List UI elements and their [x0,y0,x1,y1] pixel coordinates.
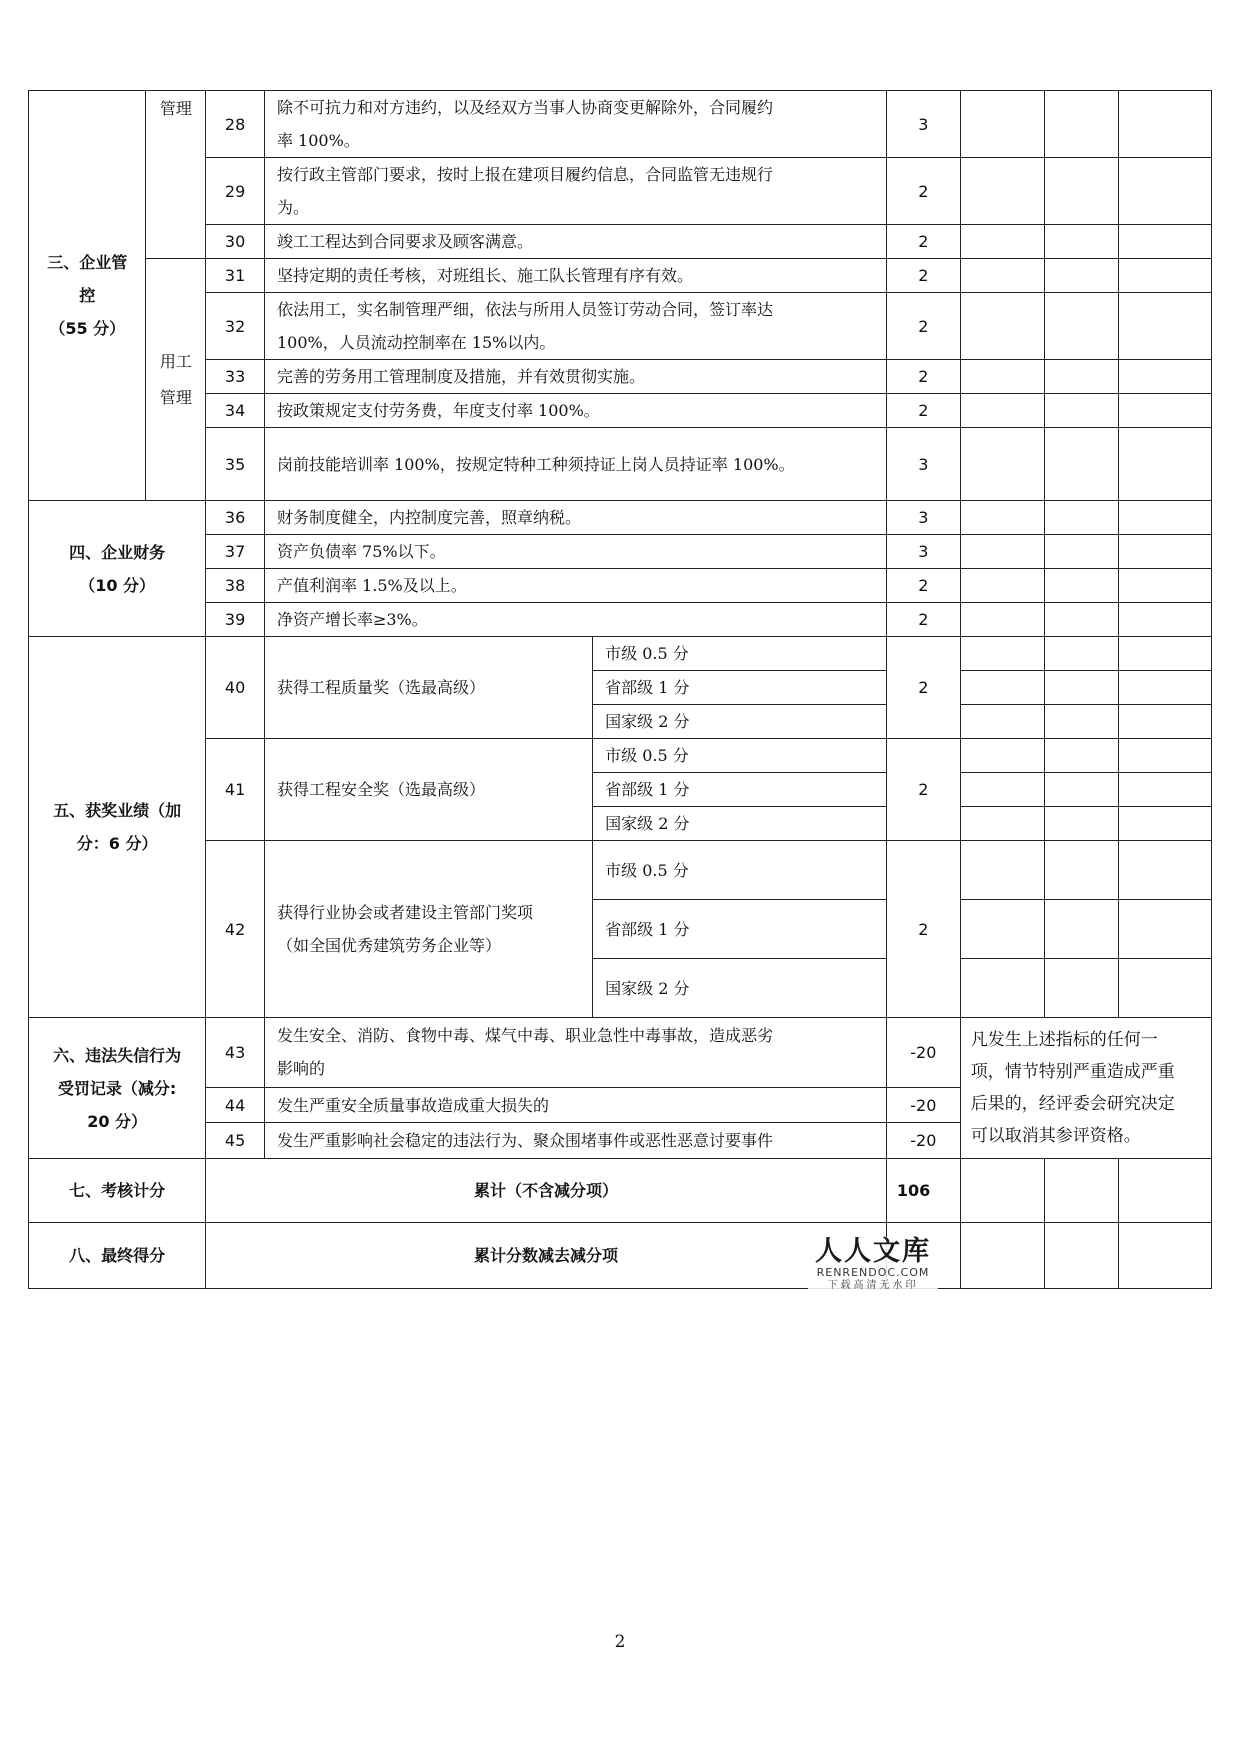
table-row [29,637,1212,671]
item-number: 28 [206,91,265,158]
blank-cell [960,671,1044,705]
blank-cell [1044,739,1118,773]
blank-cell [1118,739,1211,773]
blank-cell [1044,773,1118,807]
blank-cell [1044,900,1118,959]
table-row [29,225,1212,259]
item-number: 41 [206,739,265,841]
blank-cell [1044,259,1118,293]
table-row [29,1018,1212,1088]
table-row [29,91,1212,158]
item-score: 2 [886,360,960,394]
blank-cell [1118,293,1211,360]
blank-cell [1044,671,1118,705]
penalty-note: 凡发生上述指标的任何一 项，情节特别严重造成严重 后果的，经评委会研究决定 可以取消其参评资格。 [960,1018,1211,1159]
watermark-title: 人人文库 [815,1236,931,1267]
blank-cell [1118,841,1211,900]
item-number: 34 [206,394,265,428]
item-number: 35 [206,428,265,501]
blank-cell [960,900,1044,959]
blank-cell [960,773,1044,807]
award-level: 国家级 2 分 [593,705,887,739]
blank-cell [1044,501,1118,535]
blank-cell [960,1223,1044,1289]
item-text: 发生严重安全质量事故造成重大损失的 [264,1087,886,1123]
blank-cell [960,394,1044,428]
blank-cell [1044,535,1118,569]
blank-cell [1118,225,1211,259]
section-4-title: 四、企业财务 （10 分） [29,501,206,637]
blank-cell [960,959,1044,1018]
blank-cell [1044,360,1118,394]
blank-cell [960,158,1044,225]
item-score: 2 [886,569,960,603]
item-score: 2 [886,841,960,1018]
blank-cell [1118,671,1211,705]
evaluation-table [28,90,1212,1289]
blank-cell [1118,603,1211,637]
item-score: -20 [886,1087,960,1123]
item-number: 45 [206,1123,265,1159]
blank-cell [1118,259,1211,293]
subsection-contract-management: 管理 [146,91,206,259]
item-score: 2 [886,259,960,293]
blank-cell [1044,959,1118,1018]
item-number: 43 [206,1018,265,1088]
item-number: 39 [206,603,265,637]
subsection-labor-management: 用工 管理 [146,259,206,501]
blank-cell [1044,158,1118,225]
award-level: 省部级 1 分 [593,900,887,959]
item-number: 40 [206,637,265,739]
item-text: 资产负债率 75%以下。 [264,535,886,569]
item-number: 30 [206,225,265,259]
item-number: 38 [206,569,265,603]
blank-cell [1118,705,1211,739]
table-row [29,428,1212,501]
item-score: 2 [886,158,960,225]
blank-cell [960,807,1044,841]
table-row [29,394,1212,428]
item-text: 按政策规定支付劳务费，年度支付率 100%。 [264,394,886,428]
blank-cell [960,637,1044,671]
award-level: 国家级 2 分 [593,959,887,1018]
blank-cell [1118,428,1211,501]
item-number: 33 [206,360,265,394]
blank-cell [960,739,1044,773]
blank-cell [1118,569,1211,603]
section-5-title: 五、获奖业绩（加 分：6 分） [29,637,206,1018]
section-3-title: 三、企业管 控 （55 分） [29,91,146,501]
blank-cell [1044,428,1118,501]
page-number: 2 [614,1632,626,1652]
blank-cell [960,225,1044,259]
table-row [29,569,1212,603]
item-score: 2 [886,637,960,739]
blank-cell [1118,501,1211,535]
item-text: 净资产增长率≥3%。 [264,603,886,637]
item-text: 依法用工，实名制管理严细，依法与所用人员签订劳动合同，签订率达 100%，人员流动控制率在 15%以内。 [264,293,886,360]
blank-cell [1044,603,1118,637]
final-score-label: 累计分数减去减分项 [206,1223,887,1289]
award-level: 省部级 1 分 [593,671,887,705]
blank-cell [1044,569,1118,603]
blank-cell [960,705,1044,739]
section-6-title: 六、违法失信行为 受罚记录（减分: 20 分） [29,1018,206,1159]
blank-cell [1044,293,1118,360]
table-row [29,1159,1212,1223]
table-row [29,501,1212,535]
item-text: 发生严重影响社会稳定的违法行为、聚众围堵事件或恶性恶意讨要事件 [264,1123,886,1159]
item-number: 32 [206,293,265,360]
blank-cell [1044,91,1118,158]
item-number: 36 [206,501,265,535]
item-score: -20 [886,1123,960,1159]
total-score: 106 [886,1159,960,1223]
item-text: 获得工程安全奖（选最高级） [264,739,592,841]
item-text: 产值利润率 1.5%及以上。 [264,569,886,603]
item-number: 44 [206,1087,265,1123]
blank-cell [960,91,1044,158]
table-row [29,1223,1212,1289]
item-score: -20 [886,1018,960,1088]
item-number: 29 [206,158,265,225]
item-text: 坚持定期的责任考核，对班组长、施工队长管理有序有效。 [264,259,886,293]
item-score: 3 [886,535,960,569]
award-level: 省部级 1 分 [593,773,887,807]
table-row [29,259,1212,293]
item-text: 岗前技能培训率 100%，按规定特种工种须持证上岗人员持证率 100%。 [264,428,886,501]
item-text: 获得行业协会或者建设主管部门奖项 （如全国优秀建筑劳务企业等） [264,841,592,1018]
item-text: 除不可抗力和对方违约，以及经双方当事人协商变更解除外，合同履约 率 100%。 [264,91,886,158]
item-score: 2 [886,603,960,637]
blank-cell [1118,535,1211,569]
item-score: 3 [886,501,960,535]
table-row [29,293,1212,360]
item-text: 竣工工程达到合同要求及顾客满意。 [264,225,886,259]
blank-cell [960,1159,1044,1223]
blank-cell [960,428,1044,501]
table-row [29,603,1212,637]
award-level: 国家级 2 分 [593,807,887,841]
blank-cell [960,841,1044,900]
table-row [29,158,1212,225]
item-score: 3 [886,428,960,501]
item-text: 按行政主管部门要求，按时上报在建项目履约信息，合同监管无违规行 为。 [264,158,886,225]
watermark-slogan: 下载高清无水印 [827,1280,919,1291]
total-label: 累计（不含减分项） [206,1159,887,1223]
item-number: 37 [206,535,265,569]
blank-cell [1118,91,1211,158]
blank-cell [960,603,1044,637]
item-score: 2 [886,739,960,841]
item-text: 完善的劳务用工管理制度及措施，并有效贯彻实施。 [264,360,886,394]
table-row [29,360,1212,394]
watermark-url: RENRENDOC.COM [816,1266,930,1279]
item-text: 财务制度健全，内控制度完善，照章纳税。 [264,501,886,535]
blank-cell [960,360,1044,394]
blank-cell [960,293,1044,360]
blank-cell [960,535,1044,569]
section-8-title: 八、最终得分 [29,1223,206,1289]
item-number: 31 [206,259,265,293]
award-level: 市级 0.5 分 [593,739,887,773]
blank-cell [1044,841,1118,900]
table-row [29,535,1212,569]
blank-cell [1118,773,1211,807]
blank-cell [1044,1223,1118,1289]
blank-cell [1044,1159,1118,1223]
blank-cell [1118,900,1211,959]
award-level: 市级 0.5 分 [593,637,887,671]
blank-cell [1118,959,1211,1018]
blank-cell [1118,637,1211,671]
blank-cell [1118,360,1211,394]
blank-cell [1118,158,1211,225]
section-7-title: 七、考核计分 [29,1159,206,1223]
blank-cell [960,259,1044,293]
blank-cell [1044,807,1118,841]
item-number: 42 [206,841,265,1018]
table-row [29,739,1212,773]
blank-cell [1044,705,1118,739]
item-score: 2 [886,293,960,360]
item-score: 2 [886,225,960,259]
item-text: 获得工程质量奖（选最高级） [264,637,592,739]
table-row [29,841,1212,900]
watermark-logo [808,1237,938,1293]
blank-cell [1118,807,1211,841]
blank-cell [1044,637,1118,671]
item-score: 3 [886,91,960,158]
award-level: 市级 0.5 分 [593,841,887,900]
blank-cell [1118,1223,1211,1289]
blank-cell [1118,394,1211,428]
item-text: 发生安全、消防、食物中毒、煤气中毒、职业急性中毒事故，造成恶劣 影响的 [264,1018,886,1088]
blank-cell [1044,394,1118,428]
item-score: 2 [886,394,960,428]
blank-cell [960,501,1044,535]
blank-cell [960,569,1044,603]
blank-cell [1118,1159,1211,1223]
blank-cell [1044,225,1118,259]
